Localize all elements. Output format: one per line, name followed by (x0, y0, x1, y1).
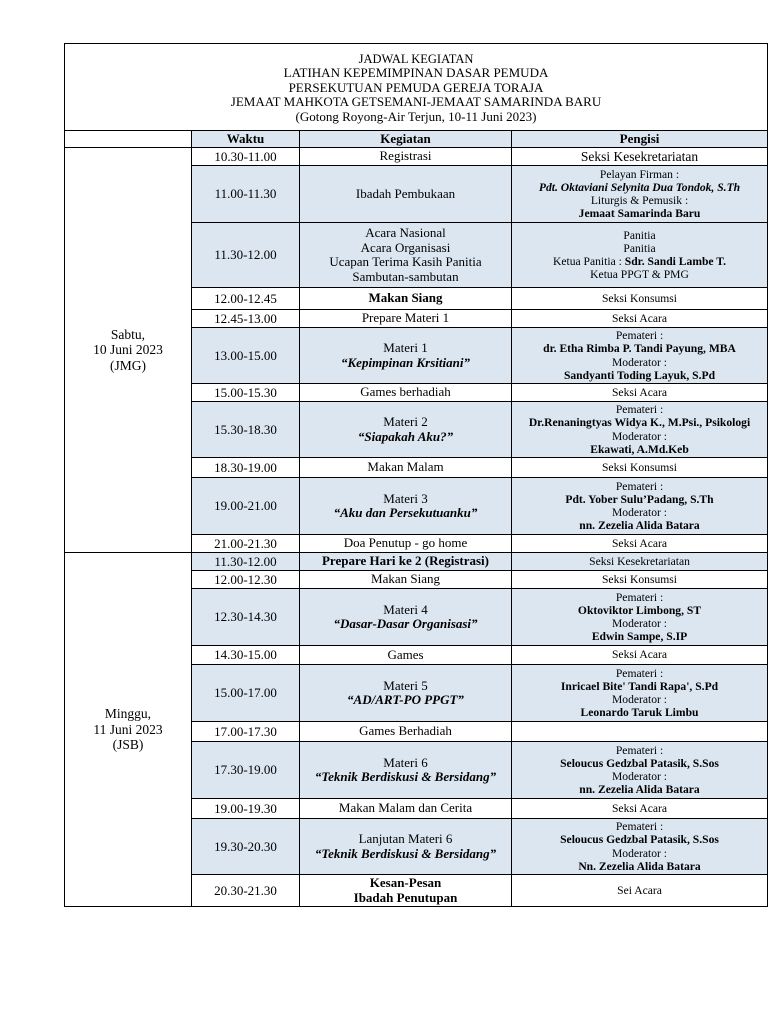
kegiatan-cell (300, 288, 512, 310)
pengisi-text: Pemateri : (615, 666, 664, 680)
kegiatan-line: Ibadah Pembukaan (355, 185, 456, 201)
pengisi-text: Oktoviktor Limbong, ST (577, 603, 702, 617)
kegiatan-line: Materi 6 (383, 754, 428, 770)
pengisi-line (514, 229, 765, 242)
title-line-2: LATIHAN KEPEMIMPINAN DASAR PEMUDA (283, 65, 549, 81)
pengisi-line (514, 416, 765, 429)
pengisi-line (514, 506, 765, 519)
waktu-cell: 15.30-18.30 (192, 402, 300, 458)
kegiatan-line: Materi 2 (383, 414, 428, 429)
pengisi-line (514, 860, 765, 873)
waktu-cell: 11.00-11.30 (192, 166, 300, 223)
pengisi-text: Ketua Panitia : (552, 255, 625, 268)
pengisi-text: Moderator : (611, 506, 668, 519)
day-label-line: 11 Juni 2023 (93, 721, 163, 737)
pengisi-cell (512, 799, 768, 819)
kegiatan-line: Games berhadiah (360, 384, 451, 400)
pengisi-line (514, 356, 765, 369)
pengisi-text: Liturgis & Pemusik : (590, 194, 689, 207)
kegiatan-line: Sambutan-sambutan (352, 268, 459, 284)
pengisi-text: Edwin Sampe, S.IP (591, 630, 688, 644)
kegiatan-cell (300, 589, 512, 646)
pengisi-text: Pelayan Firman : (599, 167, 680, 181)
pengisi-cell (512, 742, 768, 799)
waktu-cell: 12.00-12.45 (192, 288, 300, 310)
pengisi-line (514, 537, 765, 550)
pengisi-text: Seksi Kesekretariatan (589, 554, 690, 568)
pengisi-line (514, 443, 765, 456)
waktu-cell: 10.30-11.00 (192, 148, 300, 166)
kegiatan-line: Makan Siang (371, 571, 440, 587)
kegiatan-cell (300, 819, 512, 875)
pengisi-text: dr. Etha Rimba P. Tandi Payung, MBA (543, 342, 736, 356)
waktu-cell: 15.00-15.30 (192, 384, 300, 402)
pengisi-text: Seksi Konsumsi (601, 460, 678, 474)
kegiatan-cell (300, 742, 512, 799)
pengisi-text: Pdt. Oktaviani Selynita Dua Tondok, S.Th (538, 180, 741, 194)
pengisi-line (514, 833, 765, 846)
waktu-cell: 12.45-13.00 (192, 310, 300, 328)
kegiatan-cell (300, 722, 512, 742)
pengisi-line (514, 312, 765, 325)
pengisi-line (514, 242, 765, 255)
pengisi-cell (512, 328, 768, 384)
waktu-cell: 11.30-12.00 (192, 223, 300, 288)
pengisi-text: Seksi Kesekretariatan (580, 148, 699, 164)
pengisi-text: Seloucus Gedzbal Patasik, S.Sos (560, 833, 719, 847)
pengisi-line (514, 667, 765, 680)
pengisi-line (514, 757, 765, 770)
kegiatan-line: Prepare Materi 1 (361, 310, 450, 326)
title-line-5: (Gotong Royong-Air Terjun, 10-11 Juni 2023) (295, 108, 537, 124)
kegiatan-cell (300, 328, 512, 384)
kegiatan-cell (300, 571, 512, 589)
kegiatan-line: Makan Siang (368, 290, 443, 306)
pengisi-name: Sdr. Sandi Lambe T. (624, 255, 727, 268)
pengisi-line (514, 480, 765, 493)
day-label-cell (65, 553, 192, 907)
pengisi-text: Seksi Acara (611, 648, 668, 662)
pengisi-text: Pemateri : (615, 479, 664, 493)
pengisi-text: Pemateri : (615, 329, 664, 343)
pengisi-cell (512, 722, 768, 742)
day-label-cell (65, 148, 192, 553)
pengisi-line (514, 693, 765, 706)
pengisi-line (514, 369, 765, 382)
pengisi-line (514, 461, 765, 474)
day-label-line: 10 Juni 2023 (93, 342, 163, 358)
pengisi-line (514, 329, 765, 342)
pengisi-cell (512, 310, 768, 328)
pengisi-line (514, 591, 765, 604)
day-label-line: (JMG) (110, 357, 146, 373)
kegiatan-line: Acara Nasional (365, 225, 446, 240)
pengisi-text: Moderator : (611, 846, 668, 860)
kegiatan-line: Materi 4 (383, 601, 428, 617)
day-label-line: Minggu, (104, 706, 152, 722)
kegiatan-line: “Teknik Berdiskusi & Bersidang” (314, 845, 497, 861)
pengisi-line (514, 617, 765, 630)
pengisi-text: Seksi Konsumsi (601, 291, 678, 305)
title-line-1: JADWAL KEGIATAN (358, 51, 474, 66)
kegiatan-line: Materi 5 (383, 677, 428, 693)
waktu-cell: 14.30-15.00 (192, 646, 300, 665)
pengisi-text: Moderator : (611, 770, 668, 783)
waktu-cell: 15.00-17.00 (192, 665, 300, 722)
kegiatan-line: Acara Organisasi (360, 239, 451, 255)
pengisi-text: nn. Zezelia Alida Batara (579, 783, 700, 797)
kegiatan-cell (300, 458, 512, 478)
pengisi-line (514, 386, 765, 399)
waktu-cell: 17.00-17.30 (192, 722, 300, 742)
waktu-cell: 19.00-19.30 (192, 799, 300, 819)
schedule-table (64, 43, 768, 907)
kegiatan-line: “Siapakah Aku?” (357, 428, 454, 444)
waktu-cell: 12.00-12.30 (192, 571, 300, 589)
kegiatan-line: “Dasar-Dasar Organisasi” (333, 616, 478, 631)
kegiatan-line: Makan Malam (367, 459, 444, 475)
kegiatan-line: Prepare Hari ke 2 (Registrasi) (321, 553, 490, 569)
pengisi-text: Leonardo Taruk Limbu (580, 706, 699, 720)
pengisi-line (514, 168, 765, 181)
kegiatan-line: “Teknik Berdiskusi & Bersidang” (314, 769, 497, 784)
pengisi-text: Seksi Acara (611, 801, 668, 815)
waktu-cell: 19.00-21.00 (192, 478, 300, 535)
pengisi-cell (512, 535, 768, 553)
document-title-block (65, 44, 768, 131)
pengisi-text: Sandyanti Toding Layuk, S.Pd (563, 368, 716, 382)
pengisi-text: Panitia (623, 228, 656, 242)
pengisi-line (514, 493, 765, 506)
pengisi-line (514, 820, 765, 833)
pengisi-line (514, 573, 765, 586)
pengisi-line (514, 268, 765, 281)
pengisi-text: Pemateri : (615, 820, 664, 834)
waktu-cell: 19.30-20.30 (192, 819, 300, 875)
kegiatan-cell (300, 799, 512, 819)
pengisi-text: Pdt. Yober Sulu’Padang, S.Th (565, 492, 714, 506)
pengisi-text: Moderator : (611, 355, 668, 369)
kegiatan-line: Registrasi (379, 148, 432, 164)
waktu-cell: 21.00-21.30 (192, 535, 300, 553)
pengisi-text: nn. Zezelia Alida Batara (579, 519, 700, 533)
pengisi-text: Inricael Bite' Tandi Rapa', S.Pd (560, 679, 719, 693)
kegiatan-line: Lanjutan Materi 6 (358, 831, 453, 846)
kegiatan-cell (300, 384, 512, 402)
waktu-cell: 11.30-12.00 (192, 553, 300, 571)
waktu-cell: 17.30-19.00 (192, 742, 300, 799)
kegiatan-line: Kesan-Pesan (369, 875, 442, 890)
pengisi-line (514, 706, 765, 719)
pengisi-cell (512, 665, 768, 722)
waktu-cell: 18.30-19.00 (192, 458, 300, 478)
pengisi-text: Pemateri : (615, 403, 664, 417)
schedule-row (65, 148, 768, 166)
day-column-header (65, 131, 192, 148)
kegiatan-cell (300, 223, 512, 288)
pengisi-line (514, 519, 765, 532)
pengisi-line (514, 194, 765, 207)
kegiatan-cell (300, 553, 512, 571)
pengisi-text: Moderator : (611, 617, 668, 630)
pengisi-line (514, 680, 765, 693)
pengisi-line (514, 783, 765, 796)
kegiatan-cell (300, 148, 512, 166)
pengisi-text: Seloucus Gedzbal Patasik, S.Sos (560, 756, 719, 770)
pengisi-line (514, 630, 765, 643)
kegiatan-line: “AD/ART-PO PPGT” (347, 692, 464, 707)
pengisi-cell (512, 384, 768, 402)
pengisi-cell (512, 458, 768, 478)
schedule-document (64, 43, 767, 907)
pengisi-text: Pemateri : (615, 743, 664, 757)
pengisi-line (514, 847, 765, 860)
pengisi-line (514, 255, 765, 268)
pengisi-line (514, 207, 765, 220)
kegiatan-line: Ucapan Terima Kasih Panitia (329, 254, 482, 269)
pengisi-text: Seksi Konsumsi (601, 572, 678, 586)
kegiatan-line: Materi 3 (383, 490, 428, 506)
pengisi-line (514, 181, 765, 194)
pengisi-cell (512, 875, 768, 907)
schedule-row (65, 553, 768, 571)
pengisi-cell (512, 571, 768, 589)
day-label-line: (JSB) (112, 737, 144, 753)
kegiatan-line: Games Berhadiah (359, 723, 452, 739)
pengisi-cell (512, 223, 768, 288)
pengisi-line (514, 403, 765, 416)
pengisi-text: Nn. Zezelia Alida Batara (578, 859, 701, 873)
pengisi-cell (512, 553, 768, 571)
pengisi-line (514, 150, 765, 163)
pengisi-line (514, 555, 765, 568)
kegiatan-cell (300, 310, 512, 328)
pengisi-text: Seksi Acara (611, 311, 668, 325)
kegiatan-cell (300, 535, 512, 553)
pengisi-text: Moderator : (611, 693, 668, 706)
kegiatan-line: “Kepimpinan Krsitiani” (341, 354, 470, 370)
kegiatan-line: “Aku dan Persekutuanku” (333, 505, 478, 520)
column-header-row (65, 131, 768, 148)
pengisi-line (514, 802, 765, 815)
pengisi-line (514, 342, 765, 355)
pengisi-cell (512, 148, 768, 166)
kegiatan-line: Doa Penutup - go home (343, 535, 468, 551)
pengisi-text: Dr.Renaningtyas Widya K., M.Psi., Psikologi (528, 416, 751, 430)
waktu-column-header: Waktu (192, 131, 300, 148)
pengisi-cell (512, 646, 768, 665)
pengisi-line (514, 430, 765, 443)
pengisi-text: Seksi Acara (611, 536, 668, 550)
pengisi-text: Jemaat Samarinda Baru (578, 207, 701, 221)
kegiatan-cell (300, 478, 512, 535)
kegiatan-line: Ibadah Penutupan (353, 889, 458, 905)
pengisi-line (514, 770, 765, 783)
pengisi-line (514, 292, 765, 305)
pengisi-cell (512, 589, 768, 646)
title-line-3: PERSEKUTUAN PEMUDA GEREJA TORAJA (288, 79, 544, 95)
kegiatan-line: Games (387, 646, 424, 662)
pengisi-text: Pemateri : (615, 590, 664, 604)
pengisi-text: Ketua PPGT & PMG (590, 268, 689, 282)
kegiatan-cell (300, 646, 512, 665)
pengisi-cell (512, 819, 768, 875)
waktu-cell: 12.30-14.30 (192, 589, 300, 646)
pengisi-cell (512, 478, 768, 535)
title-line-4: JEMAAT MAHKOTA GETSEMANI-JEMAAT SAMARINDA BARU (230, 94, 602, 110)
title-row (65, 44, 768, 131)
waktu-cell: 20.30-21.30 (192, 875, 300, 907)
pengisi-text: Panitia (623, 241, 656, 255)
pengisi-text: Ekawati, A.Md.Keb (590, 442, 689, 456)
day-label-line: Sabtu, (110, 326, 146, 342)
pengisi-cell (512, 402, 768, 458)
pengisi-text: Sei Acara (617, 883, 662, 897)
pengisi-column-header: Pengisi (512, 131, 768, 148)
kegiatan-line: Materi 1 (383, 340, 428, 355)
pengisi-text: Seksi Acara (611, 385, 668, 399)
kegiatan-cell (300, 166, 512, 223)
kegiatan-column-header: Kegiatan (300, 131, 512, 148)
pengisi-line (514, 744, 765, 757)
pengisi-cell (512, 288, 768, 310)
kegiatan-cell (300, 875, 512, 907)
pengisi-line (514, 884, 765, 897)
pengisi-line (514, 604, 765, 617)
kegiatan-line: Makan Malam dan Cerita (338, 800, 473, 816)
kegiatan-cell (300, 665, 512, 722)
pengisi-line (514, 648, 765, 661)
kegiatan-cell (300, 402, 512, 458)
waktu-cell: 13.00-15.00 (192, 328, 300, 384)
pengisi-cell (512, 166, 768, 223)
pengisi-text: Moderator : (611, 429, 668, 443)
